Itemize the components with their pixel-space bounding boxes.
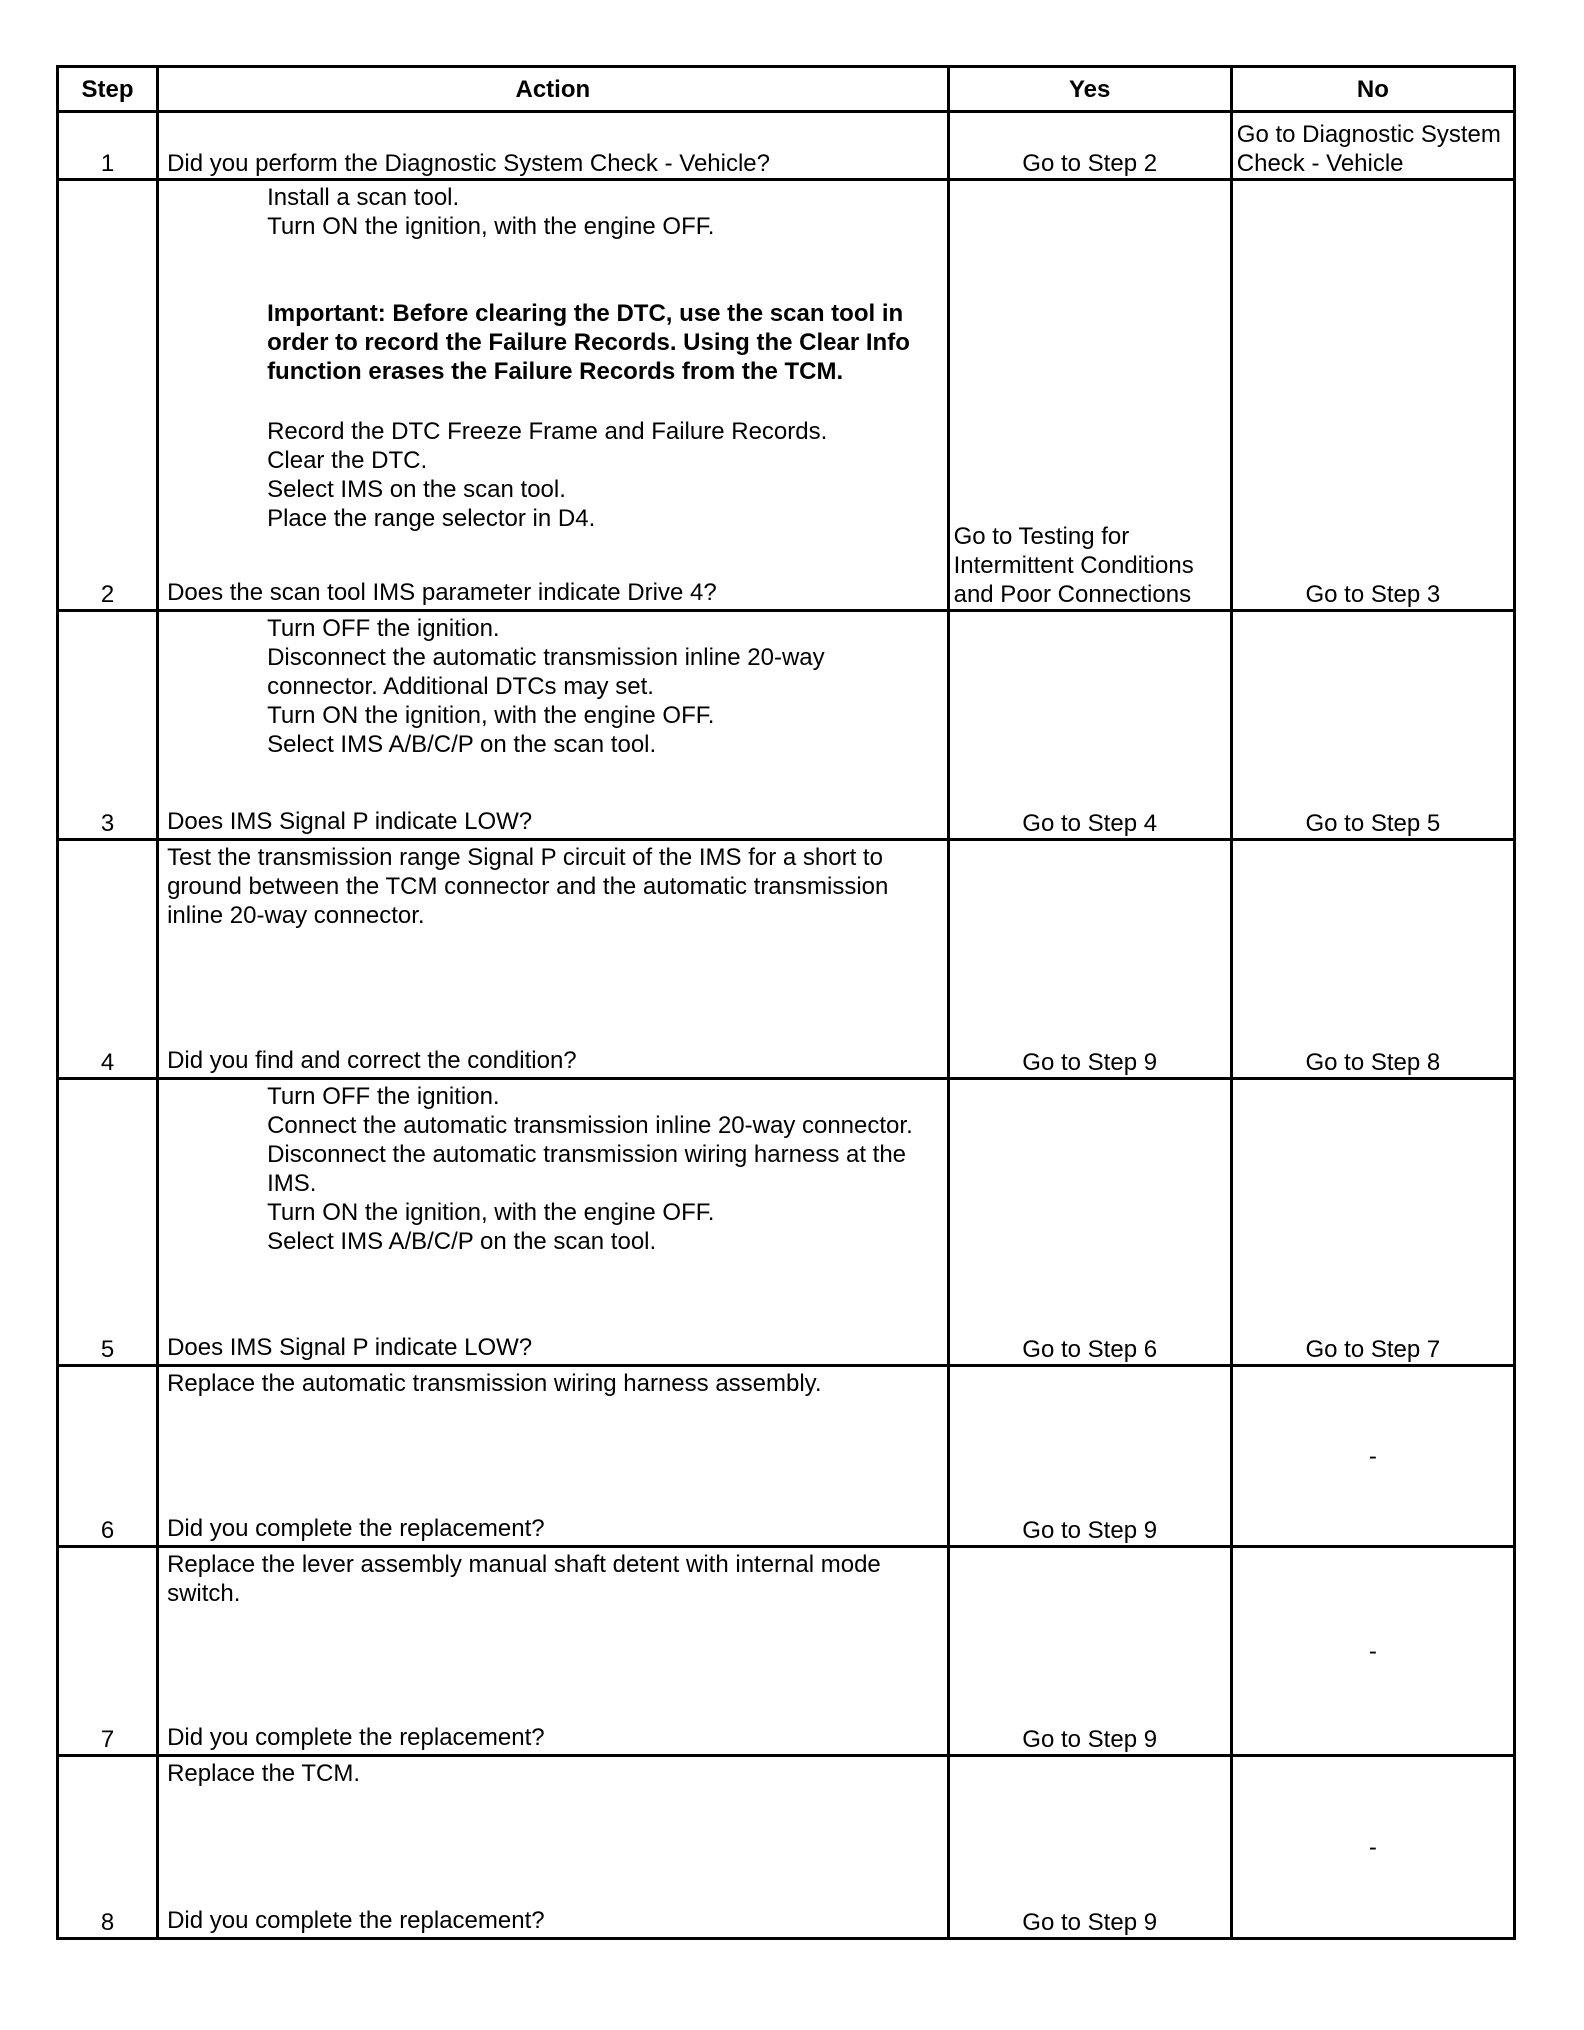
action-steps (163, 386, 943, 533)
step-number: 2 (58, 180, 158, 611)
header-action: Action (158, 67, 949, 112)
step-number: 7 (58, 1547, 158, 1756)
header-no: No (1231, 67, 1514, 112)
action-cell (158, 1547, 949, 1756)
yes-cell: Go to Testing for Intermittent Conditions and Poor Connections (948, 180, 1231, 611)
no-cell: Go to Step 5 (1231, 611, 1514, 840)
step-number: 3 (58, 611, 158, 840)
action-step: Select IMS on the scan tool. (267, 476, 566, 503)
table-row (58, 1756, 1515, 1939)
action-steps (163, 181, 943, 299)
yes-cell: Go to Step 9 (948, 1756, 1231, 1939)
action-cell (158, 112, 949, 180)
header-row (58, 67, 1515, 112)
important-note: Important: Before clearing the DTC, use the scan tool in order to record the Failure Records. Using the Clear Info function erases the Failure Records from the TCM. (267, 300, 910, 385)
action-question: Does IMS Signal P indicate LOW? (167, 1334, 533, 1361)
action-text: Replace the automatic transmission wiring harness assembly. (167, 1370, 822, 1397)
action-step: Disconnect the automatic transmission wiring harness at the IMS. (267, 1141, 907, 1197)
yes-cell: Go to Step 2 (948, 112, 1231, 180)
yes-cell: Go to Step 9 (948, 1366, 1231, 1547)
no-cell: Go to Diagnostic System Check - Vehicle (1231, 112, 1514, 180)
step-number: 1 (58, 112, 158, 180)
action-text: Did you perform the Diagnostic System Check - Vehicle? (167, 150, 770, 177)
action-steps (163, 1080, 943, 1256)
action-step: Connect the automatic transmission inline 20-way connector. (267, 1112, 913, 1139)
action-cell (158, 840, 949, 1079)
action-step: Disconnect the automatic transmission inline 20-way connector. Additional DTCs may set. (267, 644, 825, 700)
yes-cell: Go to Step 9 (948, 1547, 1231, 1756)
action-step: Install a scan tool. (267, 184, 460, 211)
action-question: Does the scan tool IMS parameter indicate Drive 4? (167, 579, 717, 606)
table-row (58, 1366, 1515, 1547)
no-cell: Go to Step 8 (1231, 840, 1514, 1079)
no-cell: - (1231, 1756, 1514, 1939)
header-yes: Yes (948, 67, 1231, 112)
action-question: Did you find and correct the condition? (167, 1047, 577, 1074)
action-cell (158, 611, 949, 840)
action-step: Turn ON the ignition, with the engine OFF. (267, 213, 715, 240)
action-step: Record the DTC Freeze Frame and Failure Records. (267, 418, 828, 445)
action-cell (158, 180, 949, 611)
step-number: 6 (58, 1366, 158, 1547)
yes-cell: Go to Step 9 (948, 840, 1231, 1079)
step-number: 5 (58, 1079, 158, 1366)
action-cell (158, 1079, 949, 1366)
diagnostic-table (56, 65, 1516, 1940)
step-number: 4 (58, 840, 158, 1079)
header-step: Step (58, 67, 158, 112)
action-text: Test the transmission range Signal P circuit of the IMS for a short to ground between the TCM connector and the automatic transmission inline 20-way connector. (167, 844, 889, 929)
action-step: Turn ON the ignition, with the engine OFF. (267, 1199, 715, 1226)
table-row (58, 840, 1515, 1079)
no-cell: - (1231, 1366, 1514, 1547)
action-question: Did you complete the replacement? (167, 1724, 545, 1751)
action-cell (158, 1756, 949, 1939)
table-row (58, 611, 1515, 840)
step-number: 8 (58, 1756, 158, 1939)
action-step: Turn OFF the ignition. (267, 615, 500, 642)
action-question: Did you complete the replacement? (167, 1515, 545, 1542)
no-cell: Go to Step 3 (1231, 180, 1514, 611)
action-question: Did you complete the replacement? (167, 1907, 545, 1934)
action-question: Does IMS Signal P indicate LOW? (167, 808, 533, 835)
action-step: Clear the DTC. (267, 447, 428, 474)
yes-cell: Go to Step 6 (948, 1079, 1231, 1366)
action-step: Place the range selector in D4. (267, 505, 596, 532)
table-row (58, 180, 1515, 611)
table-row (58, 1079, 1515, 1366)
action-cell (158, 1366, 949, 1547)
yes-cell: Go to Step 4 (948, 611, 1231, 840)
no-cell: - (1231, 1547, 1514, 1756)
table-row (58, 112, 1515, 180)
action-steps (163, 612, 943, 759)
action-text: Replace the lever assembly manual shaft detent with internal mode switch. (167, 1551, 881, 1607)
action-text: Replace the TCM. (167, 1760, 361, 1787)
action-step: Select IMS A/B/C/P on the scan tool. (267, 1228, 657, 1255)
action-step: Select IMS A/B/C/P on the scan tool. (267, 731, 657, 758)
action-step: Turn OFF the ignition. (267, 1083, 500, 1110)
table-row (58, 1547, 1515, 1756)
action-step: Turn ON the ignition, with the engine OFF. (267, 702, 715, 729)
no-cell: Go to Step 7 (1231, 1079, 1514, 1366)
